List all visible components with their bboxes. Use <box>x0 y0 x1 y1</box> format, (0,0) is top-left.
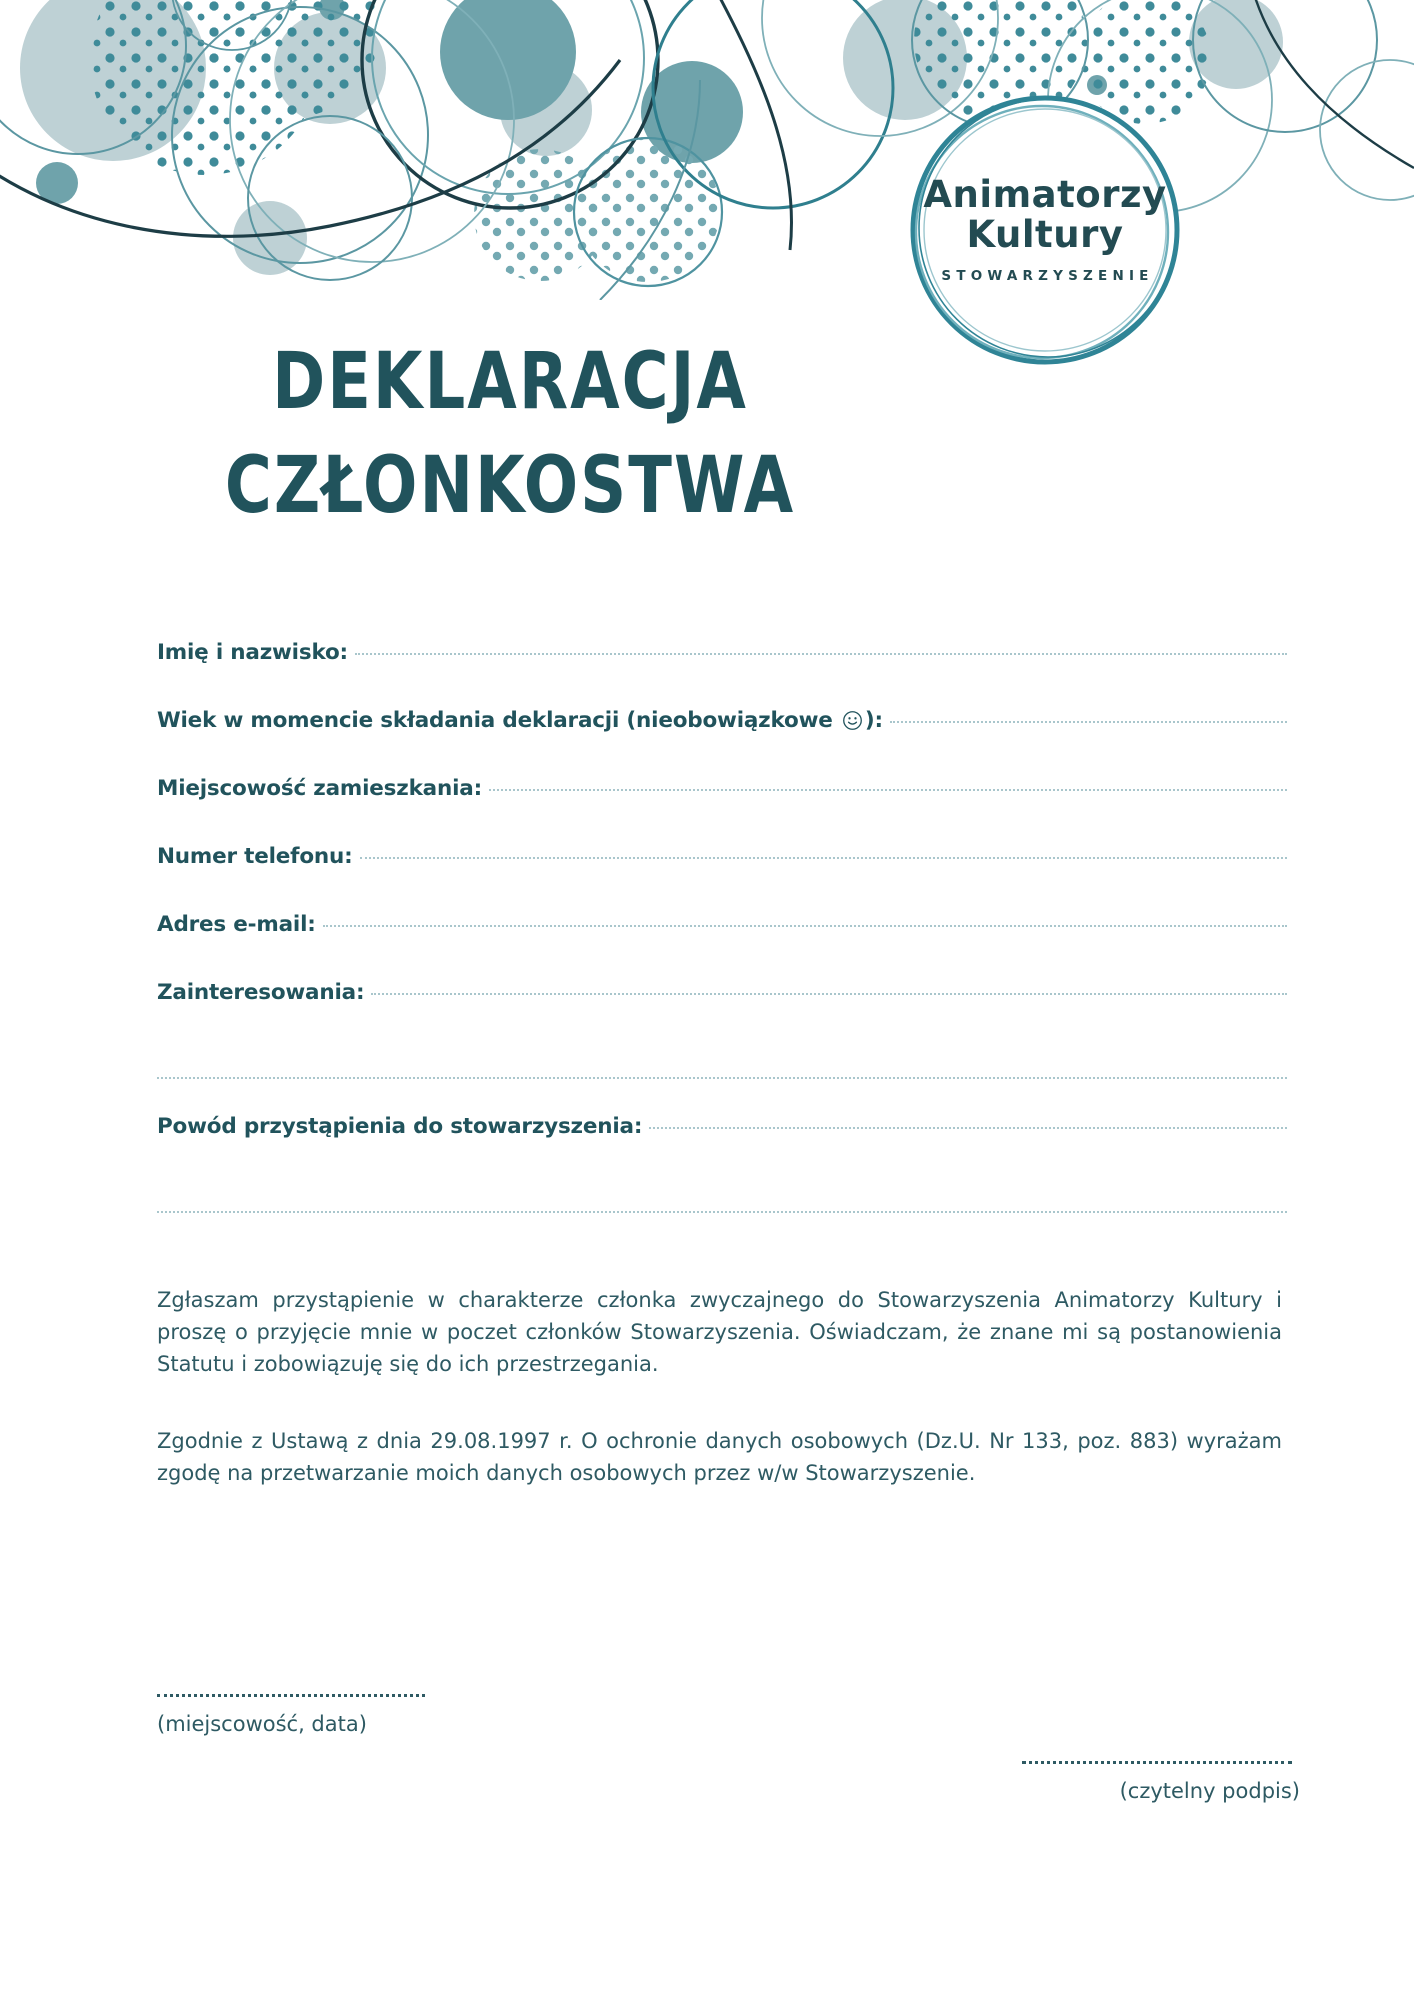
input-line-reason[interactable] <box>649 1126 1287 1129</box>
decorative-header-pattern <box>0 0 1414 300</box>
declaration-paragraph-2: Zgodnie z Ustawą z dnia 29.08.1997 r. O ochronie danych osobowych (Dz.U. Nr 133, poz. 883) wyrażam zgodę na przetwarzanie moich danych osobowych przez w/w Stowarzyszenie. <box>157 1428 1282 1485</box>
page-title <box>160 335 860 532</box>
place-date-line[interactable] <box>157 1693 425 1697</box>
label-age <box>157 708 883 733</box>
logo-line-1: Animatorzy <box>923 172 1167 216</box>
input-line-interests-2[interactable] <box>157 1076 1287 1079</box>
signature-block <box>1012 1760 1302 1803</box>
smiley-face-icon <box>842 710 863 731</box>
field-row-city <box>157 776 1287 844</box>
field-row-reason-continued <box>157 1182 1287 1248</box>
input-line-phone[interactable] <box>360 856 1287 859</box>
place-date-block <box>157 1693 457 1736</box>
input-line-email[interactable] <box>323 924 1287 927</box>
label-phone: Numer telefonu: <box>157 844 353 869</box>
field-row-reason <box>157 1114 1287 1182</box>
input-line-interests[interactable] <box>371 992 1287 995</box>
declaration-body <box>157 1285 1282 1490</box>
logo-line-3: STOWARZYSZENIE <box>941 268 1154 285</box>
input-line-age[interactable] <box>890 720 1287 723</box>
field-row-phone <box>157 844 1287 912</box>
signature-line[interactable] <box>1022 1760 1292 1764</box>
input-line-name[interactable] <box>355 652 1287 655</box>
input-line-city[interactable] <box>489 788 1287 791</box>
field-row-interests-continued <box>157 1048 1287 1114</box>
signature-caption: (czytelny podpis) <box>1119 1779 1300 1803</box>
input-line-reason-2[interactable] <box>157 1210 1287 1213</box>
label-reason: Powód przystąpienia do stowarzyszenia: <box>157 1114 643 1139</box>
field-row-age <box>157 708 1287 776</box>
place-date-caption: (miejscowość, data) <box>157 1712 367 1736</box>
label-interests: Zainteresowania: <box>157 980 365 1005</box>
title-line-1: DEKLARACJA <box>272 337 748 428</box>
title-line-2: CZŁONKOSTWA <box>224 441 796 532</box>
declaration-paragraph-1: Zgłaszam przystąpienie w charakterze członka zwyczajnego do Stowarzyszenia Animatorzy Kultury i proszę o przyjęcie mnie w poczet członków Stowarzyszenia. Oświadczam, że znane mi są postanowienia Statutu i zobowiązuję się do ich przestrzegania. <box>157 1288 1282 1376</box>
label-age-suffix: ): <box>864 708 883 733</box>
label-city: Miejscowość zamieszkania: <box>157 776 482 801</box>
field-row-name <box>157 640 1287 708</box>
label-age-prefix: Wiek w momencie składania deklaracji (nieobowiązkowe <box>157 708 840 733</box>
field-row-interests <box>157 980 1287 1048</box>
field-row-email <box>157 912 1287 980</box>
organization-logo <box>905 90 1185 370</box>
label-email: Adres e-mail: <box>157 912 316 937</box>
label-name: Imię i nazwisko: <box>157 640 348 665</box>
form-fields <box>157 640 1287 1248</box>
logo-line-2: Kultury <box>966 212 1124 256</box>
